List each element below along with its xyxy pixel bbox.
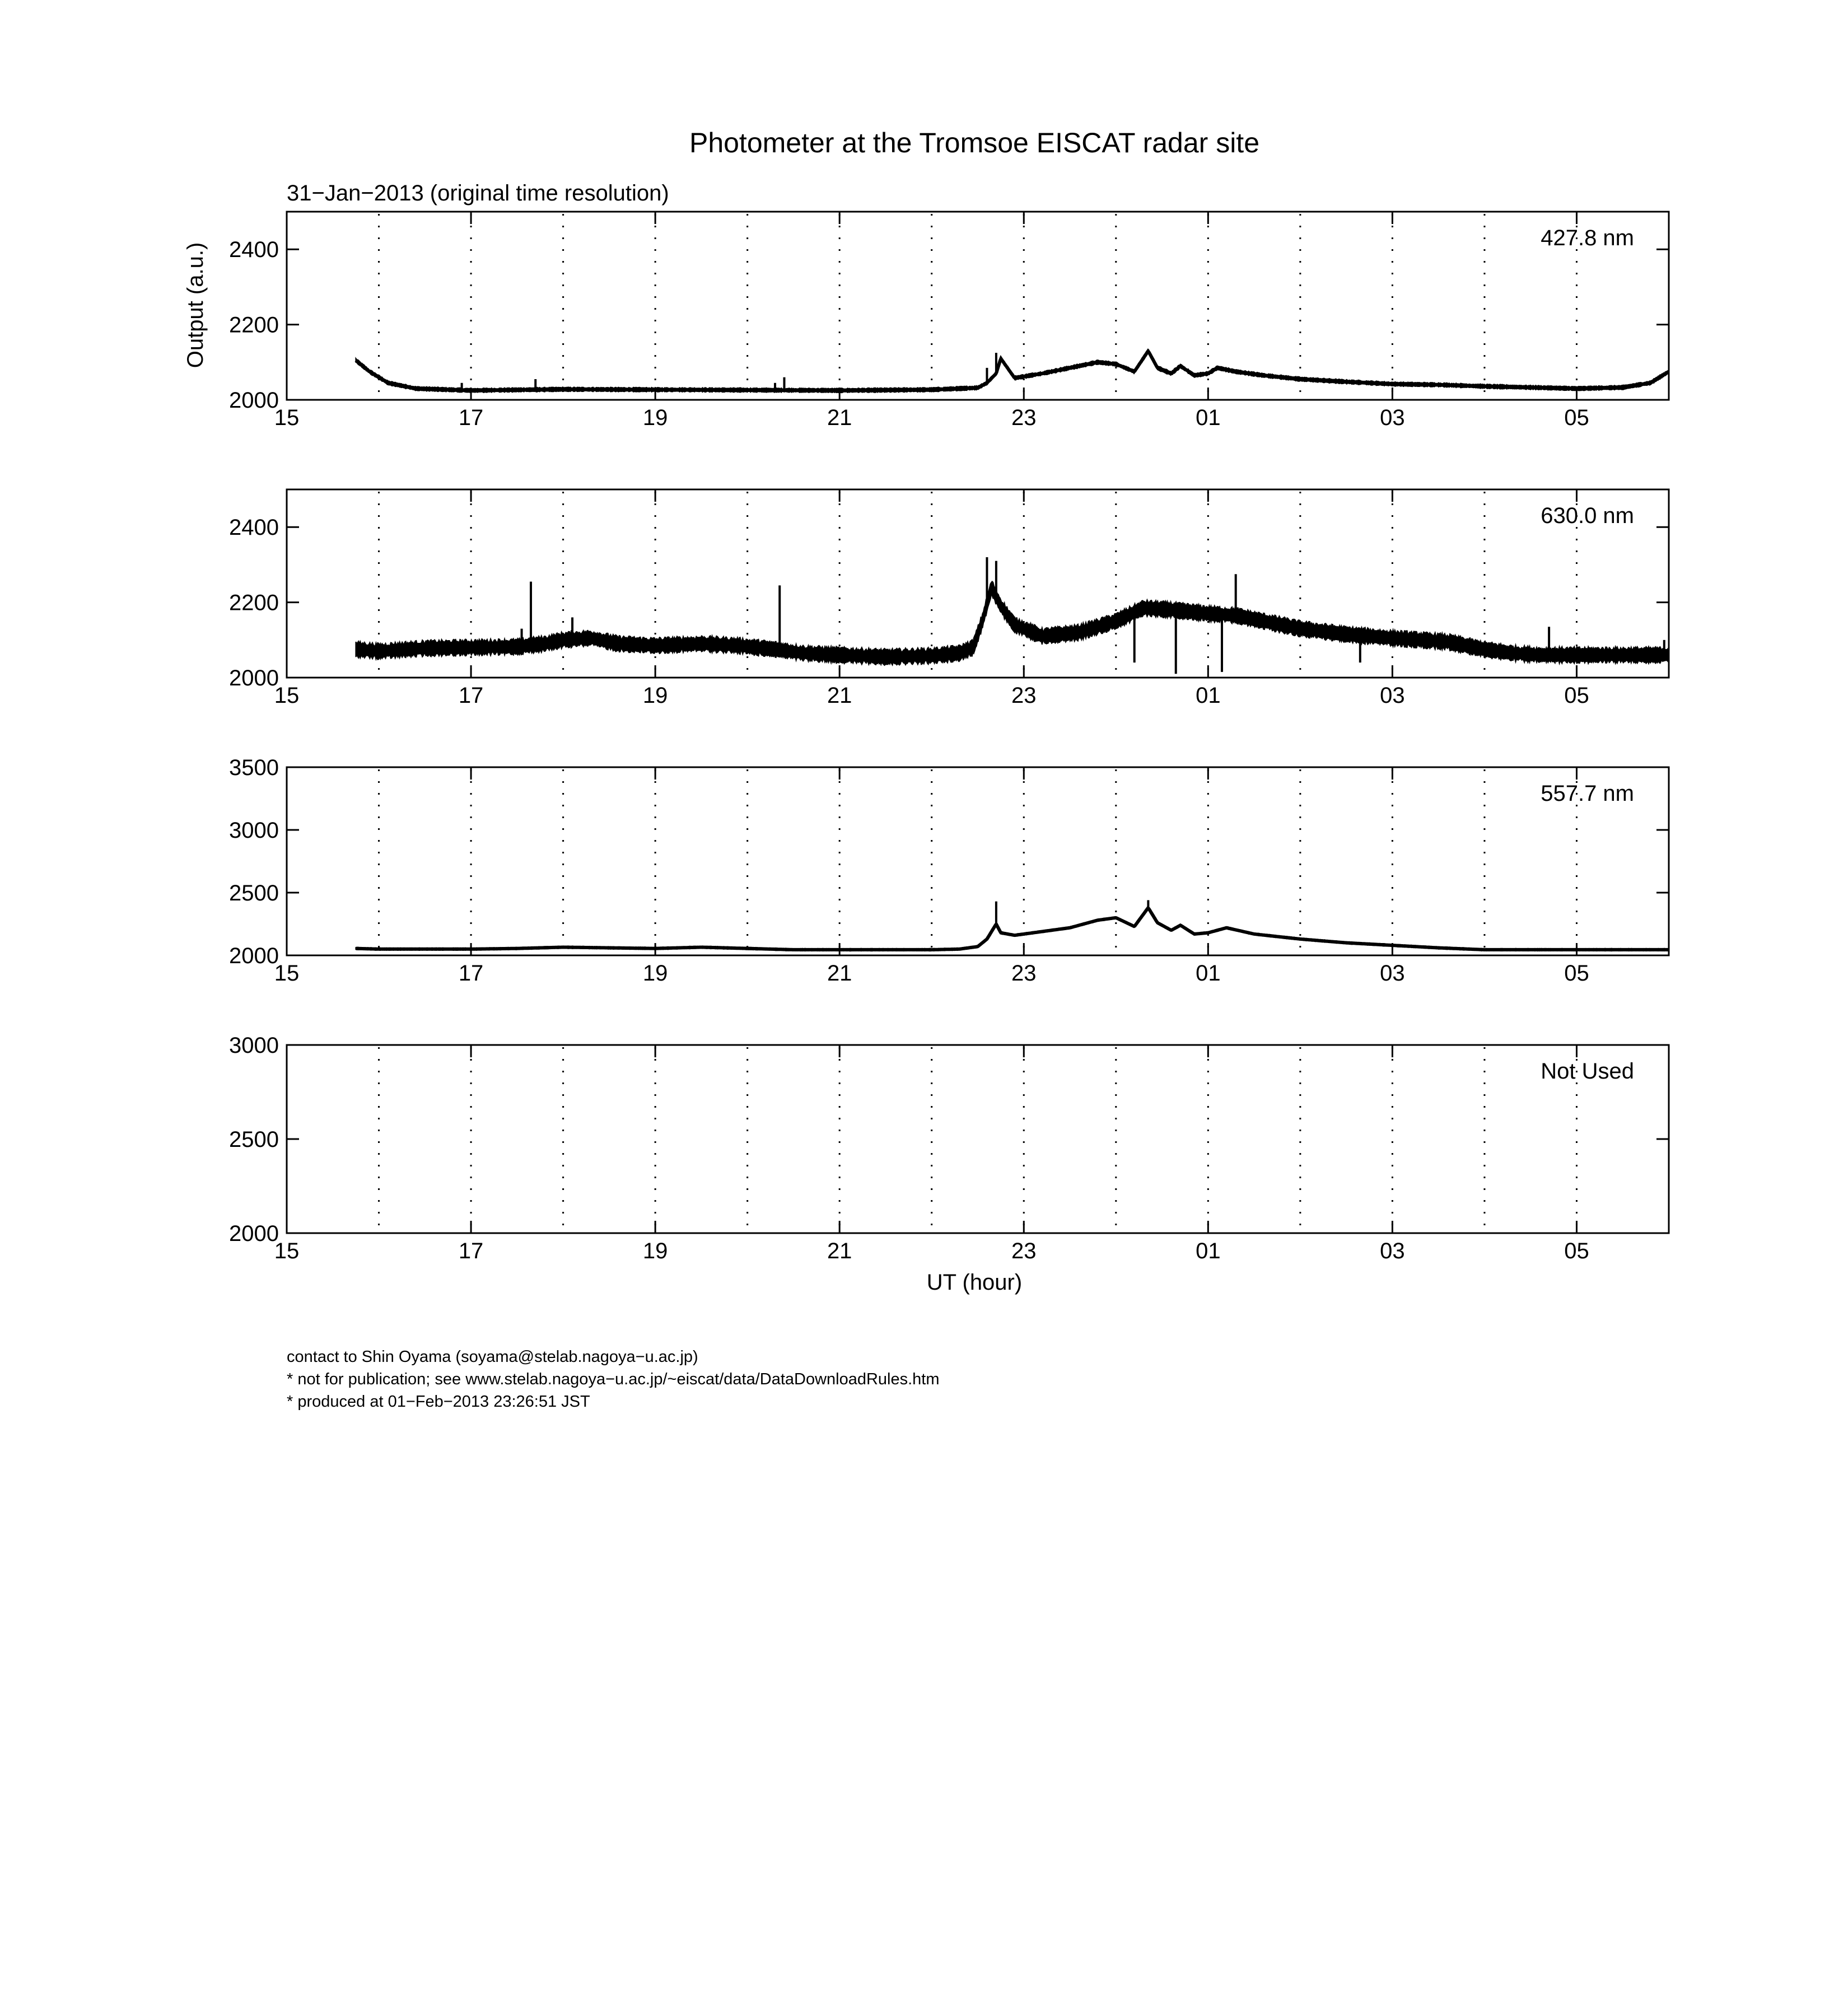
- x-tick-label: 17: [458, 405, 484, 430]
- x-tick-label: 19: [642, 961, 668, 986]
- chart-panels: [229, 212, 1669, 1263]
- y-tick-label: 2200: [229, 312, 279, 338]
- series-line: [356, 351, 1669, 390]
- x-tick-label: 21: [827, 1239, 852, 1263]
- figure-subtitle: 31−Jan−2013 (original time resolution): [287, 181, 669, 206]
- x-tick-label: 19: [642, 1239, 668, 1263]
- x-tick-label: 15: [274, 683, 300, 708]
- panel-label: Not Used: [1541, 1059, 1634, 1084]
- plot-frame: [287, 212, 1669, 400]
- y-tick-label: 3000: [229, 818, 279, 843]
- data-series: [356, 349, 1669, 393]
- x-tick-label: 23: [1011, 961, 1037, 986]
- y-tick-label: 3500: [229, 755, 279, 780]
- y-tick-label: 2000: [229, 1221, 279, 1246]
- chart-panel-4: [229, 1033, 1669, 1263]
- data-series: [356, 557, 1669, 674]
- x-tick-label: 17: [458, 1239, 484, 1263]
- series-noise-band: [356, 907, 1669, 951]
- x-tick-label: 23: [1011, 1239, 1037, 1263]
- chart-panel-1: [229, 212, 1669, 430]
- y-tick-label: 2000: [229, 388, 279, 413]
- y-tick-label: 2500: [229, 881, 279, 906]
- y-tick-label: 2400: [229, 237, 279, 263]
- y-tick-label: 2500: [229, 1127, 279, 1152]
- x-tick-label: 01: [1196, 683, 1221, 708]
- footer-contact: contact to Shin Oyama (soyama@stelab.nagoya−u.ac.jp): [287, 1348, 698, 1366]
- x-tick-label: 19: [642, 405, 668, 430]
- y-axis-label: Output (a.u.): [183, 242, 208, 368]
- x-tick-label: 23: [1011, 683, 1037, 708]
- x-tick-label: 21: [827, 683, 852, 708]
- x-tick-label: 05: [1564, 961, 1589, 986]
- y-tick-label: 2400: [229, 515, 279, 540]
- y-tick-label: 2200: [229, 590, 279, 615]
- series-line: [356, 908, 1669, 950]
- x-tick-label: 03: [1380, 405, 1405, 430]
- footer-produced: * produced at 01−Feb−2013 23:26:51 JST: [287, 1393, 590, 1411]
- y-tick-label: 3000: [229, 1033, 279, 1058]
- data-series: [356, 900, 1669, 951]
- x-tick-label: 23: [1011, 405, 1037, 430]
- panel-label: 427.8 nm: [1541, 226, 1634, 250]
- x-tick-label: 15: [274, 961, 300, 986]
- x-tick-label: 01: [1196, 1239, 1221, 1263]
- panel-label: 630.0 nm: [1541, 503, 1634, 528]
- x-tick-label: 15: [274, 405, 300, 430]
- plot-frame: [287, 767, 1669, 955]
- figure-title: Photometer at the Tromsoe EISCAT radar site: [689, 127, 1260, 158]
- x-axis-label: UT (hour): [926, 1270, 1023, 1295]
- x-tick-label: 19: [642, 683, 668, 708]
- panel-label: 557.7 nm: [1541, 781, 1634, 806]
- x-tick-label: 05: [1564, 1239, 1589, 1263]
- x-tick-label: 05: [1564, 405, 1589, 430]
- x-tick-label: 21: [827, 405, 852, 430]
- x-tick-label: 17: [458, 961, 484, 986]
- y-tick-label: 2000: [229, 944, 279, 968]
- chart-panel-3: [229, 755, 1669, 986]
- x-tick-label: 01: [1196, 405, 1221, 430]
- y-tick-label: 2000: [229, 666, 279, 690]
- x-tick-label: 17: [458, 683, 484, 708]
- plot-frame: [287, 1045, 1669, 1233]
- x-tick-label: 01: [1196, 961, 1221, 986]
- x-tick-label: 05: [1564, 683, 1589, 708]
- x-tick-label: 15: [274, 1239, 300, 1263]
- x-tick-label: 03: [1380, 961, 1405, 986]
- x-tick-label: 03: [1380, 683, 1405, 708]
- footer-rules: * not for publication; see www.stelab.nagoya−u.ac.jp/~eiscat/data/DataDownloadRules.htm: [287, 1370, 940, 1388]
- chart-panel-2: [229, 489, 1669, 708]
- x-tick-label: 03: [1380, 1239, 1405, 1263]
- x-tick-label: 21: [827, 961, 852, 986]
